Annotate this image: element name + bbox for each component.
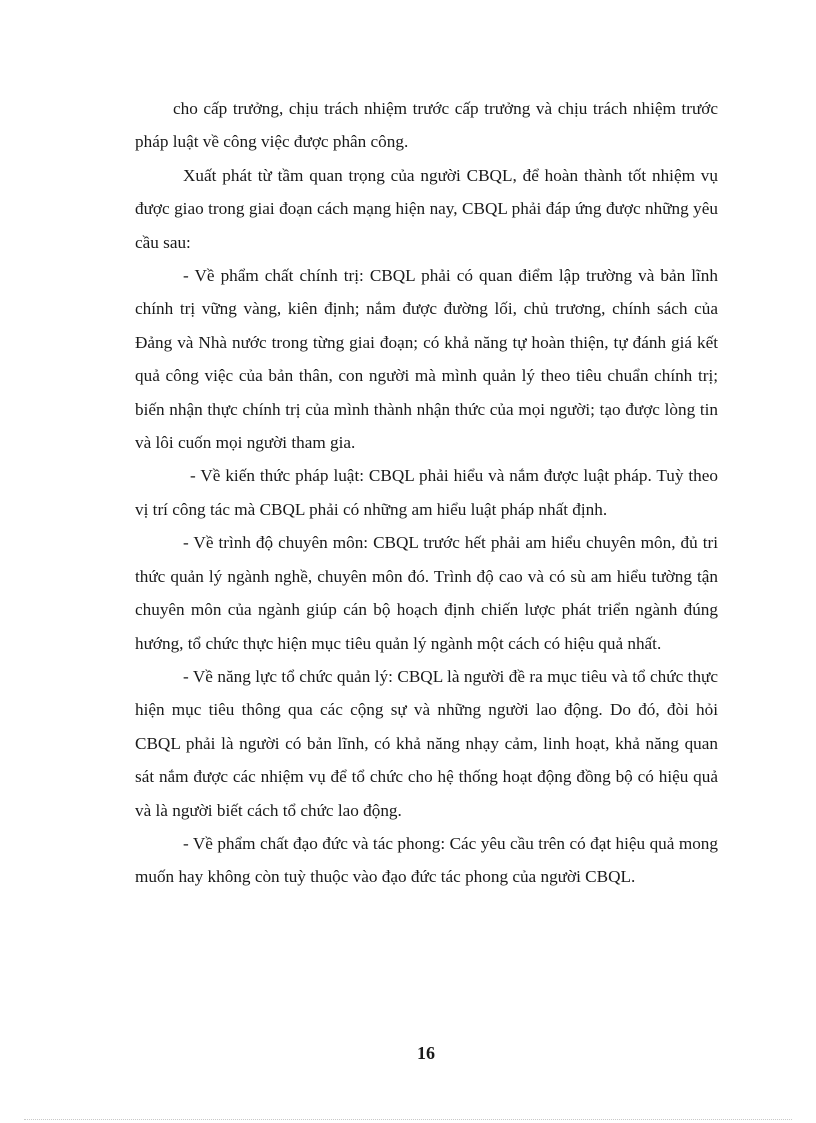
paragraph-management-capacity: - Về năng lực tổ chức quản lý: CBQL là người đề ra mục tiêu và tổ chức thực hiện mục tiêu thông qua các cộng sự và những người lao động. Do đó, đòi hỏi CBQL phải là người có bản lĩnh, có khả năng nhạy cảm, linh hoạt, khả năng quan sát nắm được các nhiệm vụ để tổ chức cho hệ thống hoạt động đồng bộ có hiệu quả và là người biết cách tổ chức lao động. — [135, 666, 718, 820]
paragraph-professional-level: - Về trình độ chuyên môn: CBQL trước hết phải am hiểu chuyên môn, đủ tri thức quản lý ngành nghề, chuyên môn đó. Trình độ cao và có sù am hiểu tường tận chuyên môn của ngành giúp cán bộ hoạch định chiến lược phát triển ngành đúng hướng, tổ chức thực hiện mục tiêu quản lý ngành một cách có hiệu quả nhất. — [135, 533, 718, 653]
paragraph-political-quality: - Về phẩm chất chính trị: CBQL phải có quan điểm lập trường và bản lĩnh chính trị vững vàng, kiên định; nắm được đường lối, chủ trương, chính sách của Đảng và Nhà nước trong từng giai đoạn; có khả năng tự hoàn thiện, tự đánh giá kết quả công việc của bản thân, con người mà mình quản lý theo tiêu chuẩn chính trị; biến nhận thực chính trị của mình thành nhận thức của mọi người; tạo được lòng tin và lôi cuốn mọi người tham gia. — [135, 266, 718, 453]
paragraph-legal-knowledge: - Về kiến thức pháp luật: CBQL phải hiểu và nắm được luật pháp. Tuỳ theo vị trí công tác mà CBQL phải có những am hiểu luật pháp nhất định. — [135, 466, 718, 519]
page-number: 16 — [417, 1043, 435, 1063]
page-bottom-divider — [24, 1119, 792, 1120]
paragraph-continuation: cho cấp trưởng, chịu trách nhiệm trước cấp trưởng và chịu trách nhiệm trước pháp luật về công việc được phân công. — [135, 99, 718, 152]
paragraph-intro: Xuất phát từ tầm quan trọng của người CBQL, để hoàn thành tốt nhiệm vụ được giao trong giai đoạn cách mạng hiện nay, CBQL phải đáp ứng được những yêu cầu sau: — [135, 165, 718, 252]
document-body — [135, 92, 718, 894]
paragraph-ethics-and-manner: - Về phẩm chất đạo đức và tác phong: Các yêu cầu trên có đạt hiệu quả mong muốn hay không còn tuỳ thuộc vào đạo đức tác phong của người CBQL. — [135, 833, 718, 887]
